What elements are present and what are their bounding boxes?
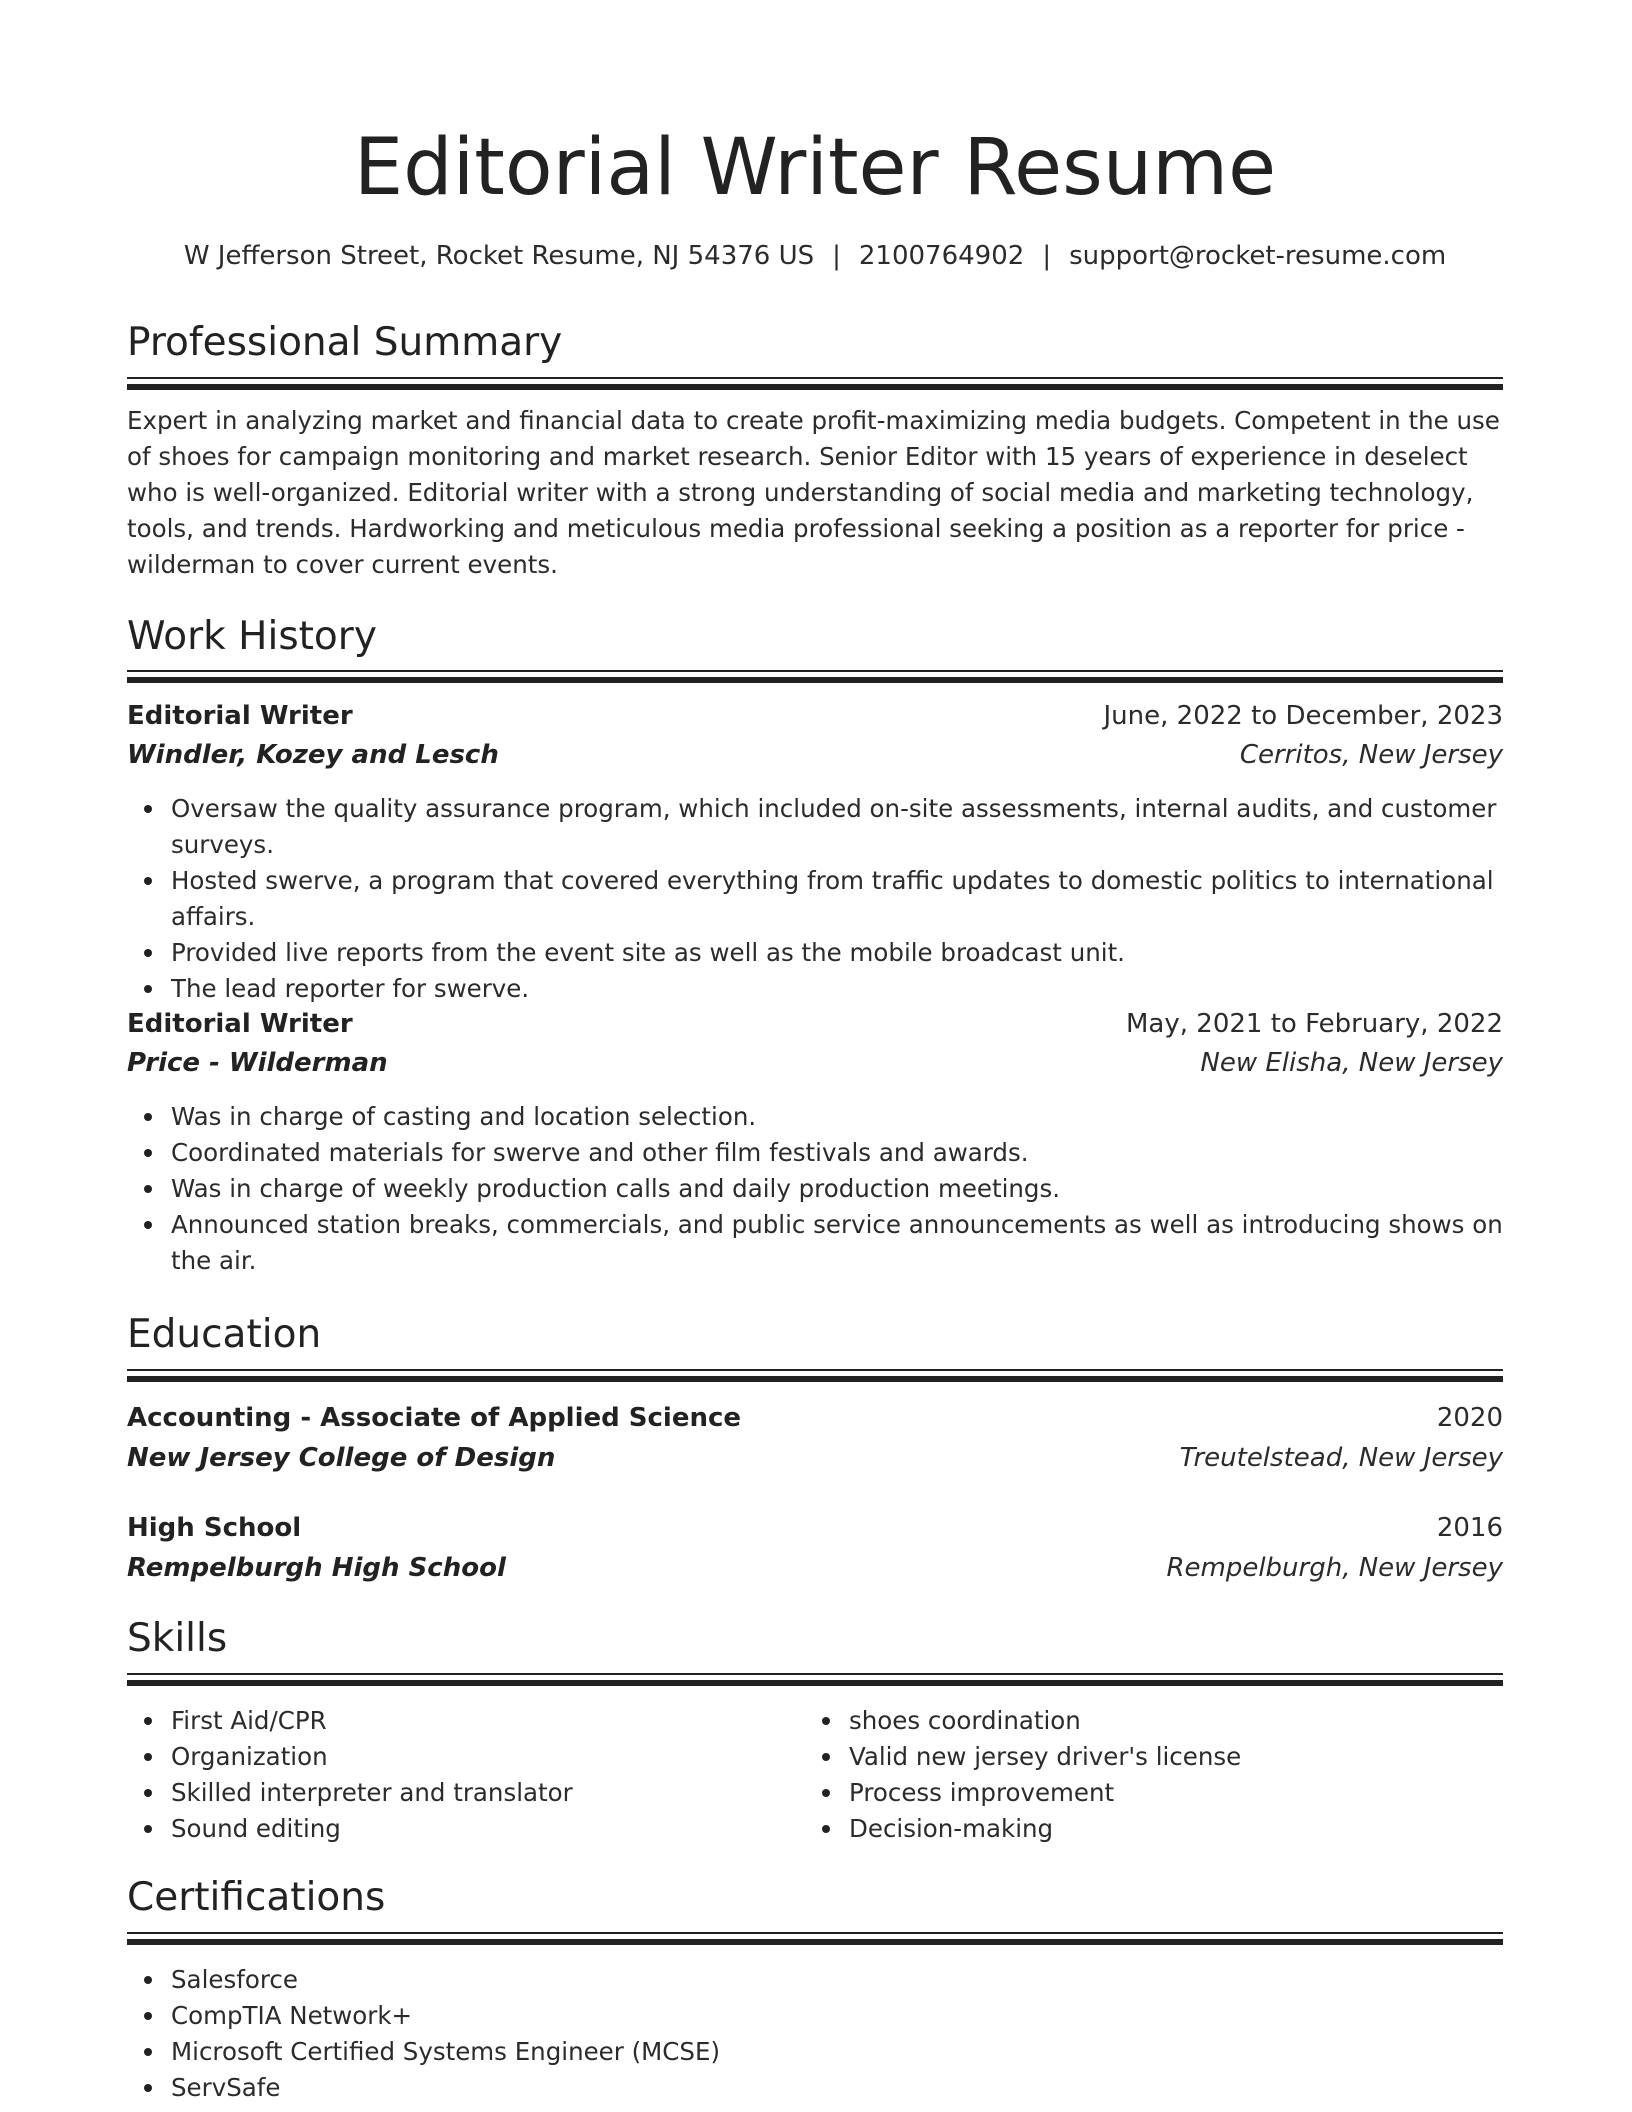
education-degree: High School: [127, 1513, 302, 1543]
list-item: The lead reporter for swerve.: [171, 971, 1503, 1007]
list-item: shoes coordination: [849, 1703, 1503, 1739]
section-title-summary: Professional Summary: [127, 320, 563, 365]
education-school: Rempelburgh High School: [127, 1553, 506, 1583]
skills-list-left: [127, 1703, 805, 1847]
list-item: Salesforce: [171, 1962, 1503, 1998]
contact-separator: |: [1042, 241, 1052, 271]
list-item: Skilled interpreter and translator: [171, 1775, 805, 1811]
list-item: Process improvement: [849, 1775, 1503, 1811]
job-location: New Elisha, New Jersey: [1200, 1048, 1503, 1078]
skills-list-right: [805, 1703, 1503, 1847]
job-bullets: [127, 791, 1503, 1007]
section-divider: [127, 377, 1503, 390]
list-item: Decision-making: [849, 1811, 1503, 1847]
resume-title: Editorial Writer Resume: [353, 123, 1277, 213]
education-subheader: [127, 1439, 1503, 1477]
certifications-list: [127, 1962, 1503, 2106]
job-role: Editorial Writer: [127, 701, 353, 731]
education-school: New Jersey College of Design: [127, 1443, 556, 1473]
education-degree: Accounting - Associate of Applied Science: [127, 1403, 742, 1433]
job-bullets: [127, 1099, 1503, 1279]
education-subheader: [127, 1549, 1503, 1587]
contact-phone: 2100764902: [858, 241, 1025, 271]
list-item: Oversaw the quality assurance program, which included on-site assessments, internal audits, and customer surveys.: [171, 791, 1503, 863]
contact-line: [127, 238, 1503, 274]
list-item: Organization: [171, 1739, 805, 1775]
job-header: [127, 1005, 1503, 1043]
education-year: 2016: [1436, 1513, 1503, 1543]
contact-separator: |: [832, 241, 841, 271]
job-dates: June, 2022 to December, 2023: [1103, 701, 1503, 731]
job-header: [127, 697, 1503, 735]
job-subheader: [127, 736, 1503, 774]
section-title-education: Education: [127, 1312, 322, 1357]
section-title-skills: Skills: [127, 1616, 228, 1661]
section-title-work: Work History: [127, 614, 377, 659]
list-item: CompTIA Network+: [171, 1998, 1503, 2034]
summary-text: Expert in analyzing market and financial data to create profit-maximizing media budgets. Competent in the use of shoes for campaign monitoring and market research. Senior Editor with 15 years of experience in deselect who is well-organized. Editorial writer with a strong understanding of social media and marketing technology, tools, and trends. Hardworking and meticulous media professional seeking a position as a reporter for price - wilderman to cover current events.: [127, 406, 1500, 579]
list-item: Sound editing: [171, 1811, 805, 1847]
job-company: Price - Wilderman: [127, 1048, 388, 1078]
job-company: Windler, Kozey and Lesch: [127, 740, 499, 770]
job-dates: May, 2021 to February, 2022: [1126, 1009, 1503, 1039]
education-header: [127, 1509, 1503, 1547]
section-divider: [127, 1369, 1503, 1382]
contact-email[interactable]: support@rocket-resume.com: [1069, 241, 1447, 271]
education-location: Treutelstead, New Jersey: [1179, 1443, 1503, 1473]
list-item: ServSafe: [171, 2070, 1503, 2106]
education-location: Rempelburgh, New Jersey: [1166, 1553, 1503, 1583]
job-subheader: [127, 1044, 1503, 1082]
contact-address: W Jefferson Street, Rocket Resume, NJ 54376 US: [183, 241, 815, 271]
job-location: Cerritos, New Jersey: [1239, 740, 1503, 770]
list-item: Provided live reports from the event site as well as the mobile broadcast unit.: [171, 935, 1503, 971]
education-year: 2020: [1436, 1403, 1503, 1433]
section-divider: [127, 1673, 1503, 1686]
education-header: [127, 1399, 1503, 1437]
section-divider: [127, 1932, 1503, 1945]
section-title-certifications: Certifications: [127, 1875, 386, 1920]
list-item: Announced station breaks, commercials, and public service announcements as well as introducing shows on the air.: [171, 1207, 1503, 1279]
list-item: First Aid/CPR: [171, 1703, 805, 1739]
list-item: Was in charge of weekly production calls and daily production meetings.: [171, 1171, 1503, 1207]
list-item: Was in charge of casting and location selection.: [171, 1099, 1503, 1135]
list-item: Hosted swerve, a program that covered everything from traffic updates to domestic politics to international affairs.: [171, 863, 1503, 935]
section-divider: [127, 670, 1503, 683]
list-item: Microsoft Certified Systems Engineer (MCSE): [171, 2034, 1503, 2070]
job-role: Editorial Writer: [127, 1009, 353, 1039]
list-item: Coordinated materials for swerve and other film festivals and awards.: [171, 1135, 1503, 1171]
list-item: Valid new jersey driver's license: [849, 1739, 1503, 1775]
